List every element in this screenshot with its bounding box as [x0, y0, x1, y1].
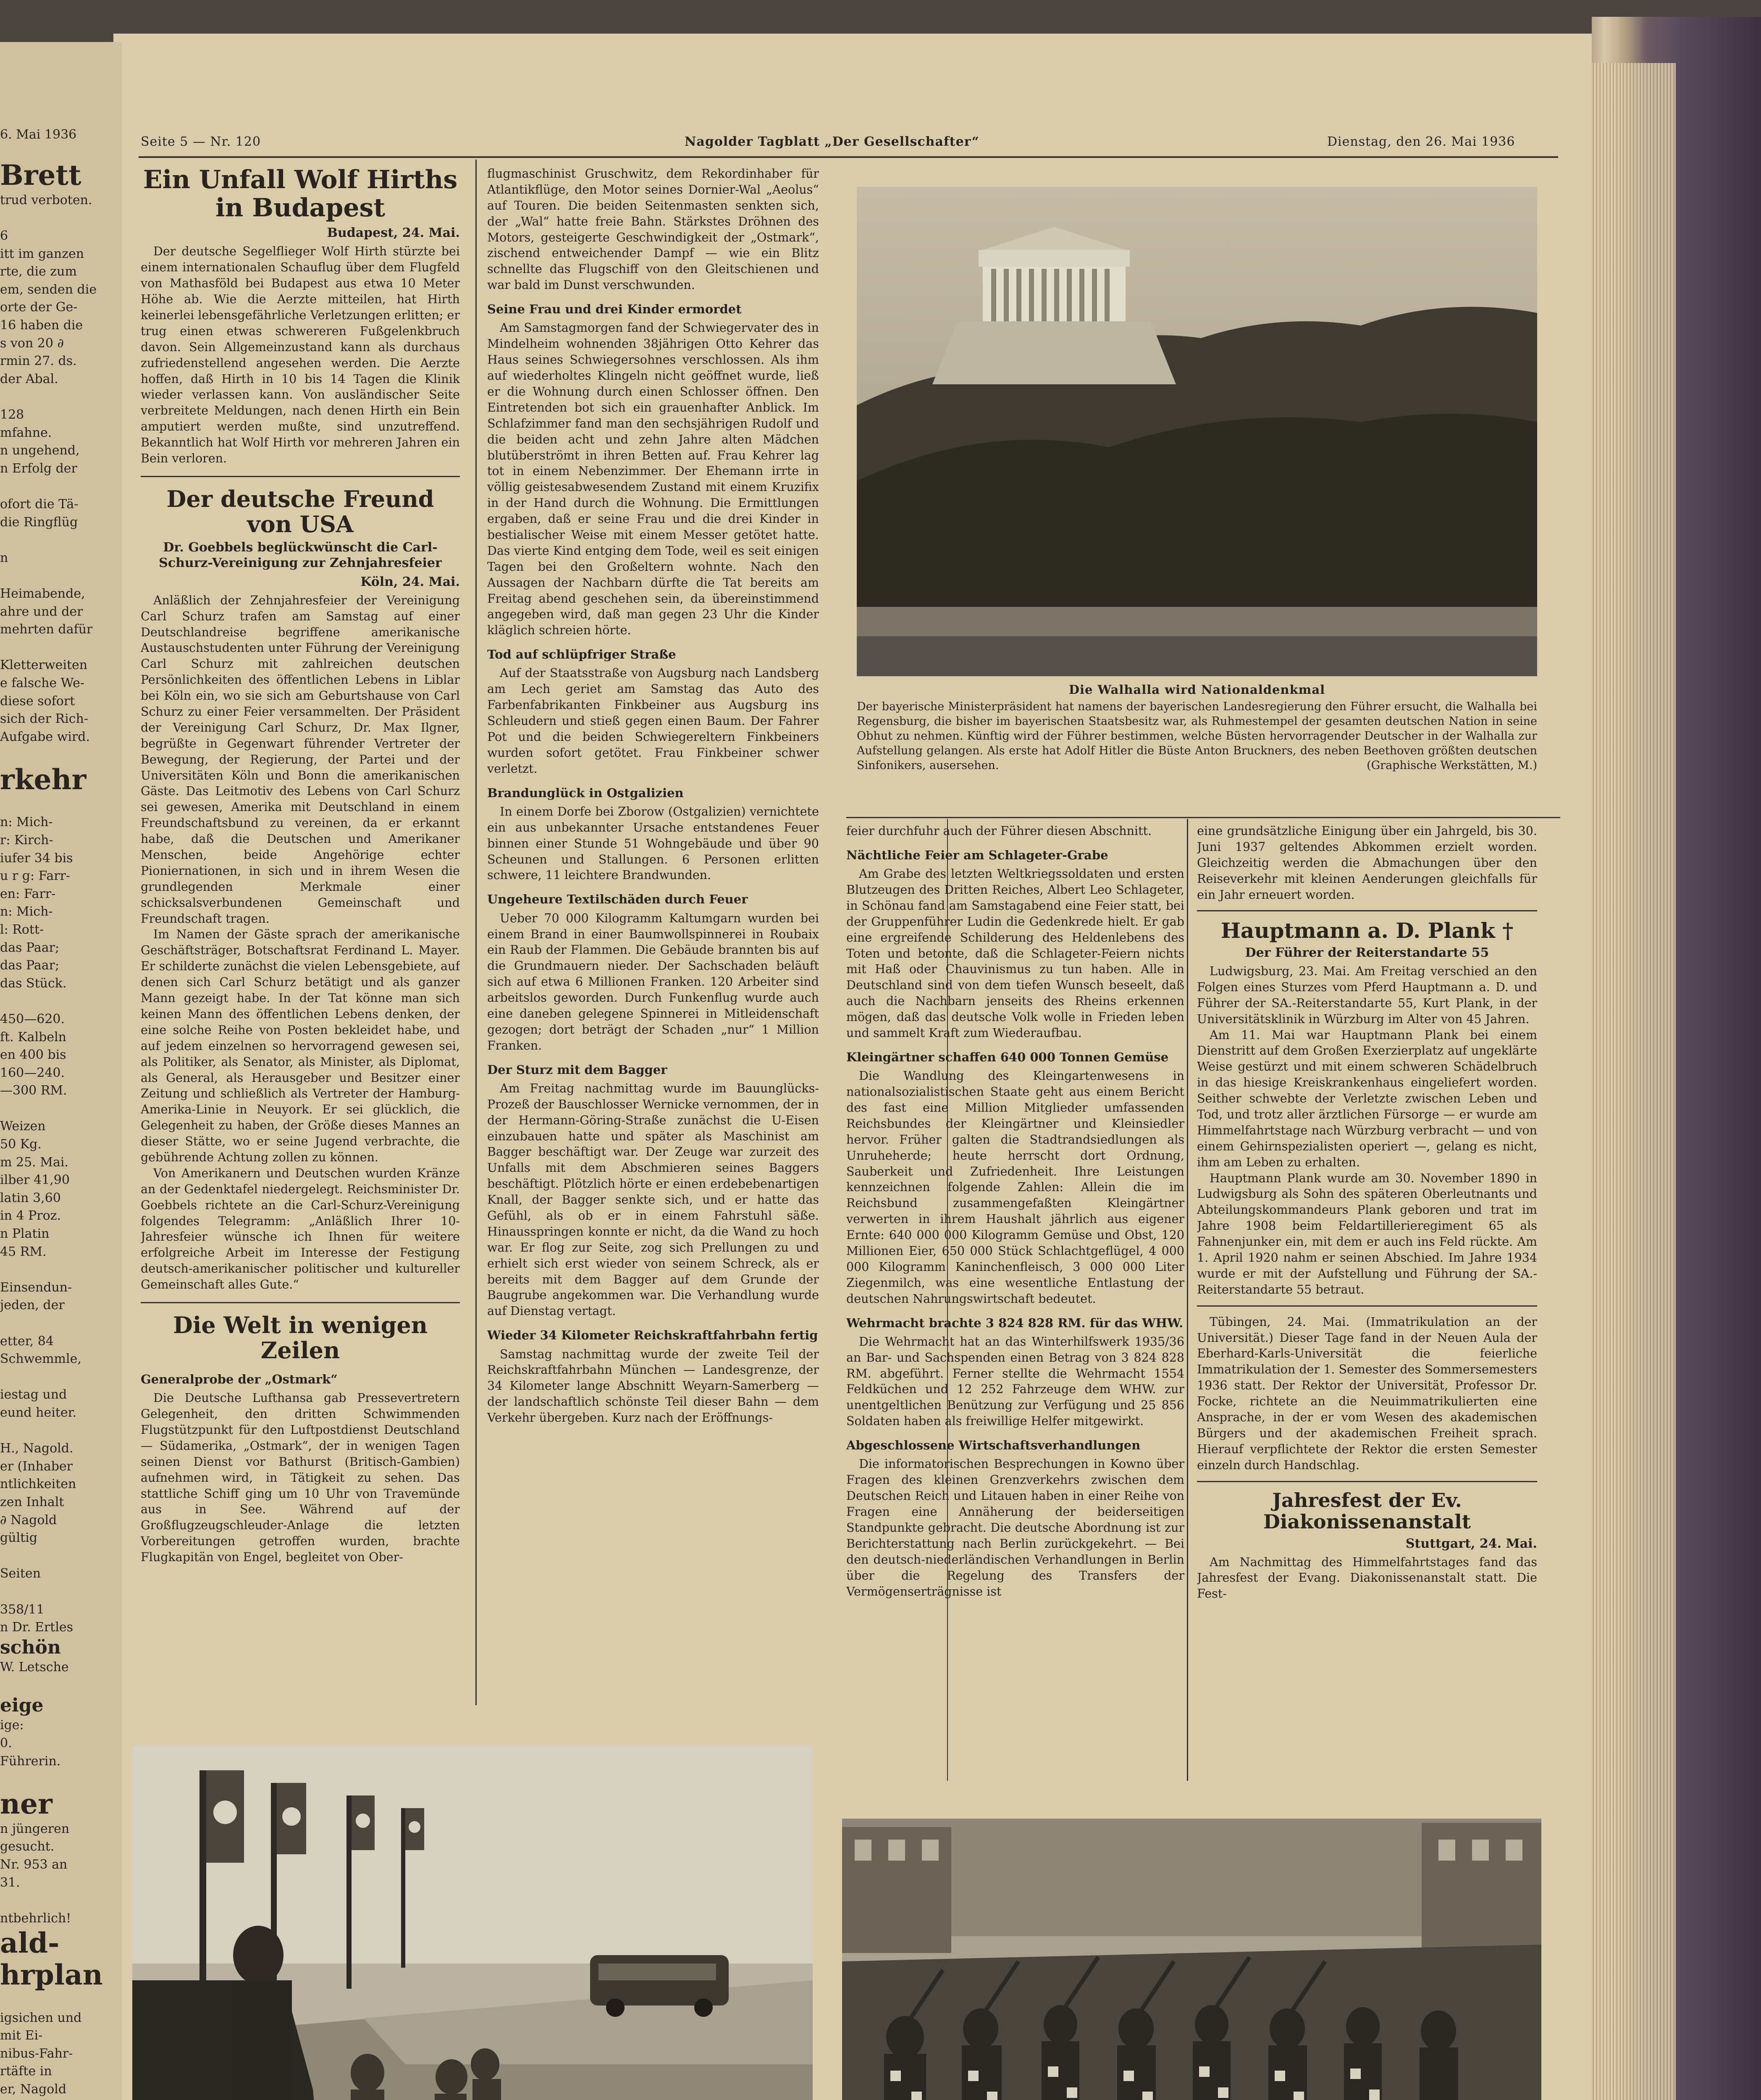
previous-page-line: Schwemmle, [0, 1352, 81, 1367]
previous-page-line [0, 796, 122, 814]
previous-page-line [0, 209, 122, 227]
previous-page-line: ald- [0, 1927, 60, 1960]
article-text: Ueber 70 000 Kilogramm Kaltumgarn wurden bei einem Brand in einer Baumwollspinnerei in Roubaix ein Raub der Flammen. Die Gebäude brannten bis auf die Grundmauern nieder. Der Sachschaden beläuft sich auf etwa 6 Millionen Franken. 120 Arbeiter sind arbeitslos geworden. Durch Funkenflug wurde auch eine daneben gelegene Spinnerei in Mitleidenschaft gezogen; dort beträgt der Schaden „nur“ 1 Million Franken. [487, 911, 819, 1053]
previous-page-line: gültig [0, 1530, 37, 1546]
previous-page-line: 0. [0, 1736, 12, 1751]
article-text: Am Grabe des letzten Weltkriegssoldaten und ersten Blutzeugen des Dritten Reiches, Albert Leo Schlageter, in Schönau fand am Samstagabend eine Feier statt, bei der Gruppenführer Ludin die Gedenkrede hielt. Er gab eine ergreifende Schilderung des Heldenlebens des Toten und betonte, daß die Schlageter-Feiern nichts mit Haß oder Chauvinismus zu tun haben. Alle in Deutschland sind von dem tiefen Wunsch beseelt, daß auch die Nachbarn jenseits des Rheins erkennen mögen, daß das deutsche Volk wolle in Frieden leben und sammelt Kraft zum Wiederaufbau. [846, 867, 1184, 1040]
previous-page-line: H., Nagold. [0, 1441, 73, 1456]
article-rule [141, 476, 460, 477]
previous-page-line: u r g: Farr- [0, 869, 71, 884]
article-text: Von Amerikanern und Deutschen wurden Kränze an der Gedenktafel niedergelegt. Reichsminister Dr. Goebbels richtete an die Carl-Schurz-Vereinigung folgendes Telegramm: „Anläßlich Ihrer 10-Jahresfeier wünsche ich Ihnen für weitere erfolgreiche Arbeit im Interesse der Festigung deutsch-amerikanischer politischer und kultureller Gemeinschaft alles Gute.“ [141, 1166, 460, 1292]
previous-page-line [0, 388, 122, 406]
previous-page-line: n ungehend, [0, 443, 80, 458]
previous-page-line [0, 1261, 122, 1279]
article-text: flugmaschinist Gruschwitz, dem Rekordinhaber für Atlantikflüge, den Motor seines Dornier-Wal „Aeolus“ auf Touren. Die beiden Seitenmasten senkten sich, der „Wal“ hatte freie Bahn. Stärkstes Dröhnen des Motors, gesteigerte Geschwindigkeit der „Ostmark“, zischend entweichender Dampf — wie ein Blitz schnellte das Flugschiff von den Gleitschienen und war bald im Dunst verschwunden. [487, 167, 819, 292]
previous-page-line [0, 1100, 122, 1118]
page-number: Seite 5 — Nr. 120 [141, 134, 261, 149]
article-rule [1197, 1481, 1537, 1482]
article-text: Am Nachmittag des Himmelfahrtstages fand das Jahresfest der Evang. Diakonissenanstalt statt. Die Fest- [1197, 1555, 1537, 1601]
previous-page-line: n [0, 550, 8, 565]
previous-page-line: 6 [0, 228, 8, 244]
previous-page-line: Weizen [0, 1119, 46, 1134]
autobahn-photo [132, 1745, 813, 2100]
previous-page-line: ahre und der [0, 604, 83, 619]
previous-page-line [0, 1368, 122, 1386]
previous-page-line: er (Inhaber [0, 1459, 73, 1474]
page-edges [1592, 63, 1676, 2100]
article-text: Am Freitag nachmittag wurde im Bauunglücks-Prozeß der Bauschlosser Wernicke vernommen, der in der Hermann-Göring-Straße zunächst die U-Eisen einzubauen hatte und später als Maschinist am Bagger beschäftigt war. Der Zeuge war zurzeit des Unfalls mit dem Abschmieren seines Baggers beschäftigt. Plötzlich hörte er einen erdebebenartigen Knall, der Bagger senkte sich, und er hatte das Gefühl, als ob er in einem Fahrstuhl säße. Hinausspringen konnte er nicht, da die Wand zu hoch war. Er flog zur Seite, zog sich Prellungen zu und erhielt sich erst wieder von seinem Schreck, als er bereits mit dem Bagger auf dem Grunde der Baugrube angekommen war. Die Verhandlung wurde auf Dienstag vertagt. [487, 1081, 819, 1318]
previous-page-line: 128 [0, 407, 24, 423]
article-text: In einem Dorfe bei Zborow (Ostgalizien) vernichtete ein aus unbekannter Ursache entstandenes Feuer binnen einer Stunde 51 Wohngebäude und über 90 Scheunen und Stallungen. 6 Personen erlitten schwere, 11 leichtere Brandwunden. [487, 804, 819, 882]
article-text: Hauptmann Plank wurde am 30. November 1890 in Ludwigsburg als Sohn des späteren Oberleutnants und Abteilungskommandeurs Plank geboren und trat im Jahre 1908 beim Feldartillerieregiment 65 als Fahnenjunker ein, mit dem er auch ins Feld rückte. Am 1. April 1920 nahm er seinen Abschied. Im Jahre 1934 wurde er mit der Aufstellung und Führung der SA.-Reiterstandarte 55 betraut. [1197, 1171, 1537, 1297]
previous-page-line: das Stück. [0, 976, 67, 991]
previous-page-line: Aufgabe wird. [0, 729, 90, 744]
column-2 [487, 166, 819, 1703]
article-text: Die Wandlung des Kleingartenwesens in nationalsozialistischen Staate geht aus einem Bericht des fast eine Million Mitglieder umfassenden Reichsbundes der Kleingärtner und Kleinsiedler hervor. Früher galten die Stadtrandsiedlungen als Unruheherde; heute herrscht dort Ordnung, Sauberkeit und Zufriedenheit. Ihre Leistungen kennzeichnen folgende Zahlen: Allein die im Reichsbund zusammengefaßten Kleingärtner verwerten in ihrem Haushalt jährlich aus eigener Ernte: 640 000 000 Kilogramm Gemüse und Obst, 120 Millionen Eier, 650 000 Stück Schlachtgeflügel, 4 000 000 Kilogramm Kaninchenfleisch, 3 000 000 Liter Ziegenmilch, was eine wesentliche Entlastung der deutschen Nahrungswirtschaft bedeutet. [846, 1069, 1184, 1306]
previous-page-line: Kletterweiten [0, 658, 88, 673]
article-text: Am 11. Mai war Hauptmann Plank bei einem Dienstritt auf dem Großen Exerzierplatz auf ungeklärte Weise gestürzt und mit einem schweren Schädelbruch in das hiesige Kreiskrankenhaus eingeliefert worden. Seither schwebte der Verletzte zwischen Leben und Tod, und trotz aller ärztlichen Fürsorge — er wurde am Himmelfahrtstage nach Würzburg verbracht — und von einem Gehirnspezialisten operiert —, gelang es nicht, ihm am Leben zu erhalten. [1197, 1028, 1537, 1169]
walhalla-caption [857, 682, 1537, 813]
headline-diakonissen: Jahresfest der Ev. Diakonissenanstalt [1263, 1488, 1471, 1533]
previous-page-line [0, 478, 122, 496]
previous-page-line: l: Rott- [0, 922, 44, 937]
previous-page-line: trud verboten. [0, 192, 92, 207]
caption-rule [846, 817, 1560, 818]
previous-page-line: 16 haben die [0, 318, 83, 333]
previous-page-line: n Dr. Ertles [0, 1620, 73, 1635]
article-text: Der deutsche Segelflieger Wolf Hirth stürzte bei einem internationalen Schauflug über dem Flugfeld von Mathasföld bei Budapest aus etwa 10 Meter Höhe ab. Wie die Aerzte mitteilen, hat Hirth keinerlei lebensgefährliche Verletzungen erlitten; er trug einen etwas schwereren Fußgelenkbruch davon. Sein Allgemeinzustand kann als durchaus zufriedenstellend angesehen werden. Die Aerzte hoffen, daß Hirth in 10 bis 14 Tagen die Klinik wieder verlassen kann. Von ausländischer Seite verbreitete Meldungen, nach denen Hirth ein Bein amputiert werden mußte, sind unzutreffend. Bekanntlich hat Wolf Hirth vor mehreren Jahren ein Bein verloren. [141, 244, 460, 465]
previous-page-fragment [0, 42, 122, 2100]
article-rule [1197, 910, 1537, 911]
subhead: Ungeheure Textilschäden durch Feuer [487, 892, 748, 907]
previous-page-line: ige: [0, 1718, 24, 1733]
previous-page-line [0, 1583, 122, 1601]
previous-page-line [0, 1892, 122, 1910]
previous-page-line: m 25. Mai. [0, 1155, 68, 1170]
walhalla-photo [857, 187, 1537, 676]
article-text: eine grundsätzliche Einigung über ein Jahrgeld, bis 30. Juni 1937 geltendes Abkommen erzielt worden. Gleichzeitig werden die Abmachungen über den Reiseverkehr mit kleinen Aenderungen gleichfalls für ein Jahr erneuert worden. [1197, 824, 1537, 902]
article-text: Die informatorischen Besprechungen in Kowno über Fragen des kleinen Grenzverkehrs zwischen dem Deutschen Reich und Litauen haben in einer Reihe von Fragen eine Annäherung der beiderseitigen Standpunkte gebracht. Die deutsche Abordnung ist zur Berichterstattung nach Berlin zurückgekehrt. — Bei den deutsch-niederländischen Verhandlungen in Berlin über die Regelung des Transfers der Vermögenserträgnisse ist [846, 1457, 1184, 1599]
previous-page-line: n Platin [0, 1226, 50, 1242]
article-text: Samstag nachmittag wurde der zweite Teil der Reichskraftfahrbahn München — Landesgrenze, der 34 Kilometer lange Abschnitt Weyarn-Samerberg — der landschaftlich schönste Teil dieser Bahn — dem Verkehr übergeben. Kurz nach der Eröffnungs- [487, 1347, 819, 1425]
previous-page-line: das Paar; [0, 940, 60, 955]
previous-page-line: —300 RM. [0, 1083, 67, 1098]
previous-page-line: 358/11 [0, 1602, 45, 1617]
previous-page-line: iestag und [0, 1387, 67, 1402]
masthead: Nagolder Tagblatt „Der Gesellschafter“ [685, 134, 979, 149]
previous-page-line [0, 1315, 122, 1333]
previous-page-line: ntbehrlich! [0, 1911, 71, 1926]
caption-text [857, 699, 1537, 773]
caption-title: Die Walhalla wird Nationaldenkmal [1068, 682, 1325, 697]
previous-page-line: latin 3,60 [0, 1190, 61, 1205]
stuttgart-photo [842, 1819, 1541, 2100]
article-text: Anläßlich der Zehnjahresfeier der Vereinigung Carl Schurz trafen am Samstag auf einer Deutschlandreise begriffene amerikanische Austauschstudenten unter Führung der Vereinigung Carl Schurz mit zahlreichen deutschen Persönlichkeiten des öffentlichen Lebens in Liblar bei Köln ein, wo sie sich am Geburtshause von Carl Schurz zu einer Feier versammelten. Der Präsident der Vereinigung Carl Schurz, Dr. Max Ilgner, begrüßte in Gegenwart führender Vertreter der Bewegung, der Regierung, der Partei und der Universitäten Köln und Bonn die amerikanischen Gäste. Das Leitmotiv des Lebens von Carl Schurz sei gewesen, Amerika mit Deutschland in einem Freundschaftsbund zu vereinen, da er erkannt habe, daß die Deutschen und Amerikaner Menschen, beide Angehörige echter Pioniernationen, in sich und in ihrem Wesen die grundlegenden Merkmale einer schicksalsverbundenen Gemeinschaft und Freundschaft tragen. [141, 593, 460, 926]
previous-page-line [0, 531, 122, 549]
previous-page-line [0, 1677, 122, 1695]
previous-page-line: eige [0, 1694, 44, 1716]
article-text: Die Deutsche Lufthansa gab Pressevertretern Gelegenheit, den dritten Schwimmenden Flugstützpunkt für den Luftpostdienst Deutschland — Südamerika, „Ostmark“, der in wenigen Tagen seinen Dienst vor Bathurst (Britisch-Gambien) aufnehmen wird, in Tätigkeit zu sehen. Das stattliche Schiff ging um 10 Uhr von Travemünde aus in See. Während auf der Großflugzeugschleuder-Anlage die letzten Vorbereitungen getroffen wurden, brachte Flugkapitän von Engel, begleitet von Ober- [141, 1391, 460, 1564]
previous-page-line: s von 20 ∂ [0, 336, 64, 351]
article-rule [141, 1302, 460, 1303]
previous-page-line: in 4 Proz. [0, 1208, 61, 1223]
subhead: Nächtliche Feier am Schlageter-Grabe [846, 848, 1108, 862]
previous-page-date: 6. Mai 1936 [0, 127, 77, 142]
article-text: Auf der Staatsstraße von Augsburg nach Landsberg am Lech geriet am Samstag das Auto des Farbenfabrikanten Finkbeiner aus Augsburg ins Schleudern und stieß gegen einen Baum. Der Fahrer Pot und die beiden Schwiegereltern Finkbeiners wurden sofort getötet. Frau Finkbeiner schwer verletzt. [487, 666, 819, 776]
caption-body: Der bayerische Ministerpräsident hat namens der bayerischen Landesregierung den Führer ersucht, die Walhalla bei Regensburg, die bisher im bayerischen Staatsbesitz war, als Ruhmestempel der gesamten deutschen Nation in seine Obhut zu nehmen. Künftig wird der Führer bestimmen, welche Büsten hervorragender Deutscher in der Walhalla zur Aufstellung gelangen. Als erste hat Adolf Hitler die Büste Anton Bruckners, des neben Beethoven größten deutschen Sinfonikers, ausersehen. [857, 700, 1537, 772]
column-divider [1187, 819, 1188, 1781]
previous-page-line: ner [0, 1787, 52, 1820]
article-rule [1197, 1305, 1537, 1307]
previous-page-line: diese sofort [0, 693, 75, 709]
previous-page-line: ft. Kalbeln [0, 1029, 66, 1045]
headline-usa: Der deutsche Freund von USA [166, 485, 434, 538]
previous-page-line: orte der Ge- [0, 300, 78, 315]
subhead: Brandunglück in Ostgalizien [487, 785, 684, 800]
previous-page-line: 31. [0, 1875, 20, 1890]
subhead: Wehrmacht brachte 3 824 828 RM. für das WHW. [846, 1315, 1184, 1330]
previous-page-line: eund heiter. [0, 1405, 77, 1420]
article-text: Im Namen der Gäste sprach der amerikanische Geschäftsträger, Botschaftsrat Ferdinand L. Mayer. Er schilderte zunächst die vielen Lebensgebiete, auf denen sich Carl Schurz betätigt und als ganzer Mann gezeigt habe. In der Tat könne man sich keinen Mann des öffentlichen Lebens denken, der eine solche Reihe von Posten bekleidet habe, und auf jedem einzelnen so hervorragend gewesen sei, als Politiker, als Senator, als Minister, als Diplomat, als General, als Herausgeber und Besitzer einer Zeitung und schließlich als Vertreter der Hamburg-Amerika-Linie in Neuyork. Er sei glücklich, die Gelegenheit zu haben, der Größe dieses Mannes an dieser Stätte, wo er seine Jugend verbrachte, die gebührende Achtung zollen zu können. [141, 927, 460, 1164]
column-3 [846, 823, 1184, 1789]
previous-page-line: em, senden die [0, 282, 97, 297]
subheadline: Dr. Goebbels beglückwünscht die Carl-Schurz-Vereinigung zur Zehnjahresfeier [159, 540, 442, 571]
headline-plank: Hauptmann a. D. Plank † [1220, 918, 1514, 943]
previous-page-line: das Paar; [0, 958, 60, 973]
headline-hirth: Ein Unfall Wolf Hirths in Budapest [143, 166, 458, 223]
issue-date: Dienstag, den 26. Mai 1936 [1327, 134, 1515, 149]
previous-page-line: 450—620. [0, 1011, 65, 1026]
previous-page-line: er, Nagold [0, 2082, 67, 2097]
subhead: Abgeschlossene Wirtschaftsverhandlungen [846, 1438, 1141, 1453]
subheadline: Der Führer der Reiterstandarte 55 [1245, 945, 1489, 961]
previous-page-line: igsichen und [0, 2010, 82, 2025]
article-text: feier durchfuhr auch der Führer diesen Abschnitt. [846, 824, 1152, 838]
previous-page-line: mfahne. [0, 425, 52, 440]
previous-page-line [0, 1770, 122, 1788]
previous-page-line: Nr. 953 an [0, 1857, 68, 1872]
previous-page-line: n: Mich- [0, 904, 53, 919]
subhead: Tod auf schlüpfriger Straße [487, 647, 676, 662]
previous-page-line: jeden, der [0, 1298, 65, 1313]
previous-page-line: itt im ganzen [0, 246, 84, 261]
previous-page-line: schön [0, 1636, 61, 1658]
photo-credit: (Graphische Werkstätten, M.) [1367, 759, 1537, 772]
headline-welt: Die Welt in wenigen Zeilen [173, 1311, 428, 1364]
article-text: Die Wehrmacht hat an das Winterhilfswerk 1935/36 an Bar- und Sachspenden einen Betrag von 3 824 828 RM. abgeführt. Ferner stellte die Wehrmacht 1554 Feldküchen und 12 252 Fahrzeuge dem WHW. zur unentgeltlichen Benützung zur Verfügung und 25 856 Soldaten haben als freiwillige Helfer mitgewirkt. [846, 1334, 1184, 1428]
previous-page-line: en: Farr- [0, 886, 56, 901]
previous-page-line: sich der Rich- [0, 711, 88, 727]
previous-page-line: Seiten [0, 1566, 41, 1581]
previous-page-line: rmin 27. ds. [0, 354, 77, 369]
previous-page-line: e falsche We- [0, 675, 84, 690]
previous-page-line: n: Mich- [0, 815, 53, 830]
previous-page-line: der Abal. [0, 371, 58, 386]
previous-page-line: 45 RM. [0, 1244, 47, 1259]
previous-page-line: W. Letsche [0, 1660, 69, 1675]
previous-page-line: Brett [0, 159, 81, 192]
article-text: Am Samstagmorgen fand der Schwiegervater des in Mindelheim wohnenden 38jährigen Otto Kehrer das Haus seines Schwiegersohnes verschlossen. Als ihm auf wiederholtes Klingeln nicht geöffnet wurde, ließ er die Wohnung durch einen Schlosser öffnen. Den Eintretenden bot sich ein grauenhafter Anblick. Im Schlafzimmer fand man den sechsjährigen Rudolf und die beiden acht und zehn Jahre alten Mädchen blutüberströmt in ihren Betten auf. Frau Kehrer lag tot in einem Nebenzimmer. Der Ehemann irrte in völlig geistesabwesendem Zustand mit einem Kruzifix in der Hand durch die Wohnung. Die Ermittlungen ergaben, daß er seine Frau und die drei Kinder in bestialischer Weise mit einem Messer getötet hatte. Das vierte Kind entging dem Tode, weil es seit einigen Tagen bei den Großeltern wohnte. Nach den Aussagen der Nachbarn dürfte die Tat bereits am Freitag abend geschehen sein, da übereinstimmend angegeben wird, daß man gegen 23 Uhr die Kinder kläglich schreien hörte. [487, 321, 819, 638]
subhead: Kleingärtner schaffen 640 000 Tonnen Gemüse [846, 1050, 1169, 1064]
subhead: Der Sturz mit dem Bagger [487, 1062, 667, 1077]
previous-page-line: gesucht. [0, 1839, 55, 1854]
previous-page-line: ilber 41,90 [0, 1173, 70, 1188]
previous-page-line: mit Ei- [0, 2028, 43, 2043]
previous-page-lines [0, 160, 122, 2099]
previous-page-line: ntlichkeiten [0, 1477, 76, 1492]
previous-page-line [0, 1547, 122, 1565]
previous-page-line: r: Kirch- [0, 832, 53, 848]
previous-page-line: iufer 34 bis [0, 850, 73, 866]
subhead: Wieder 34 Kilometer Reichskraftfahrbahn fertig [487, 1328, 818, 1343]
previous-page-line [0, 746, 122, 764]
previous-page-line: rtäfte in [0, 2064, 52, 2079]
column-4 [1197, 823, 1537, 1781]
previous-page-line: rte, die zum [0, 264, 77, 279]
article-text: Tübingen, 24. Mai. (Immatrikulation an der Universität.) Dieser Tage fand in der Neuen Aula der Eberhard-Karls-Universität die feierliche Immatrikulation der 1. Semester des Sommersemesters 1936 statt. Der Rektor der Universität, Professor Dr. Focke, richtete an die Neuimmatrikulierten eine Ansprache, in der er vom Wesen des akademischen Bürgers und der akademischen Freiheit sprach. Hierauf verpflichtete der Rektor die ersten Semester einzeln durch Handschlag. [1197, 1315, 1537, 1472]
article-text: Ludwigsburg, 23. Mai. Am Freitag verschied an den Folgen eines Sturzes vom Pferd Hauptmann a. D. und Führer der SA.-Reiterstandarte 55, Kurt Plank, in der Universitätsklinik in Würzburg im Alter von 45 Jahren. [1197, 964, 1537, 1026]
previous-page-line: Heimabende, [0, 586, 85, 601]
previous-page-line: mehrten dafür [0, 622, 93, 637]
previous-page-line [0, 639, 122, 657]
previous-page-line: etter, 84 [0, 1334, 54, 1349]
previous-page-line: 160—240. [0, 1065, 65, 1080]
column-1 [141, 166, 460, 1728]
previous-page-line: n Erfolg der [0, 461, 77, 476]
previous-page-line: ofort die Tä- [0, 496, 79, 512]
previous-page-line: rkehr [0, 763, 87, 796]
subhead: Generalprobe der „Ostmark“ [141, 1372, 338, 1386]
previous-page-line: ∂ Nagold [0, 1512, 57, 1528]
previous-page-line: Einsendun- [0, 1280, 72, 1295]
previous-page-line: zen Inhalt [0, 1494, 64, 1509]
previous-page-line [0, 1422, 122, 1440]
dateline: Köln, 24. Mai. [360, 574, 460, 589]
previous-page-line: n jüngeren [0, 1821, 70, 1836]
previous-page-line: die Ringflüg [0, 514, 78, 530]
dateline: Budapest, 24. Mai. [327, 226, 460, 241]
previous-page-line: en 400 bis [0, 1047, 66, 1063]
previous-page-line [0, 567, 122, 585]
header-rule [139, 156, 1558, 158]
column-divider [475, 160, 477, 1705]
dateline: Stuttgart, 24. Mai. [1405, 1536, 1537, 1551]
previous-page-line: nibus-Fahr- [0, 2046, 73, 2061]
previous-page-line [0, 1991, 122, 2009]
subhead: Seine Frau und drei Kinder ermordet [487, 302, 742, 317]
previous-page-line: Führerin. [0, 1754, 61, 1769]
previous-page-line: 50 Kg. [0, 1137, 42, 1152]
previous-page-line: hrplan [0, 1958, 103, 1992]
previous-page-line [0, 992, 122, 1011]
